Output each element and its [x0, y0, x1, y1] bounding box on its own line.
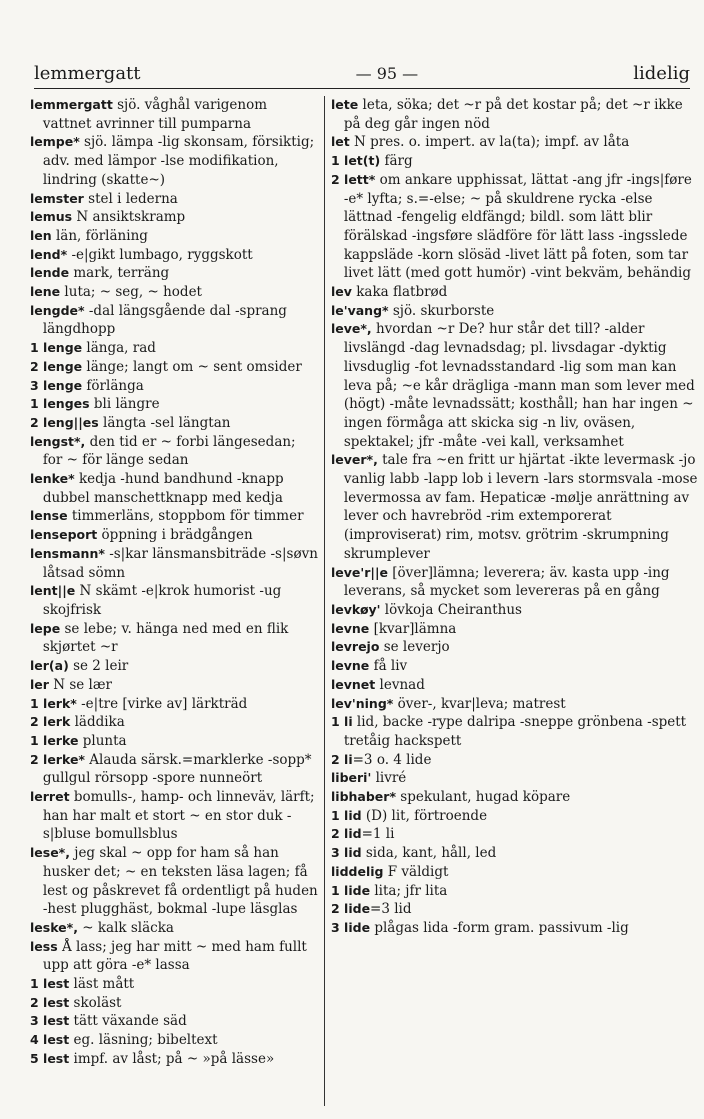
entry-headword: lete [331, 97, 359, 112]
entry-headword: ler(a) [30, 658, 69, 674]
dictionary-entry [331, 788, 700, 807]
dictionary-entry [30, 302, 318, 339]
dictionary-entry [30, 470, 318, 507]
entry-headword: 2 lett* [331, 171, 376, 187]
entry-headword: let [331, 134, 350, 150]
entry-definition: plunta [78, 732, 127, 749]
entry-definition: mark, terräng [69, 265, 170, 282]
entry-definition: sida, kant, håll, led [361, 845, 497, 862]
entry-headword: 1 let(t) [331, 153, 381, 169]
dictionary-entry [331, 171, 700, 283]
dictionary-entry [30, 620, 318, 657]
entry-headword: 1 lid [331, 807, 362, 823]
entry-headword: lensmann* [30, 545, 105, 561]
dictionary-entry [30, 395, 318, 414]
entry-headword: 2 lerk [30, 714, 71, 730]
dictionary-columns [30, 96, 700, 1106]
dictionary-entry [331, 657, 700, 676]
entry-definition: hvordan ~r De? hur står det till? -alder livslängd -dag levnadsdag; pl. livsdagar -dyktig livsduglig -fot levnadsstandard -lig som man kan leva på; ~e kår drägliga -mann man som lever med (högt) -måte levnadssätt; kosthåll; han har ingen ~ ingen förmåga att skicka sig -n liv, oväsen, spektakel; jfr -måte -vei kall, verksamhet [343, 321, 695, 450]
entry-definition: ~ kalk släcka [77, 919, 174, 936]
entry-definition: sjö. våghål varigenom vattnet avrinner till pumparna [42, 97, 268, 132]
entry-definition: se leverjo [379, 639, 450, 656]
dictionary-entry [30, 246, 318, 265]
dictionary-entry [30, 339, 318, 358]
entry-headword: liberi' [331, 770, 372, 786]
dictionary-entry [30, 1031, 318, 1050]
entry-headword: lenseport [30, 527, 98, 543]
dictionary-entry [30, 582, 318, 619]
dictionary-entry [331, 133, 700, 152]
dictionary-entry [30, 713, 318, 732]
dictionary-entry [30, 208, 318, 227]
dictionary-entry [331, 863, 700, 882]
dictionary-entry [331, 152, 700, 171]
entry-definition: sjö. skurborste [388, 302, 495, 319]
dictionary-entry [331, 844, 700, 863]
entry-headword: 1 lerke [30, 732, 79, 748]
entry-definition: F väldigt [383, 863, 449, 880]
entry-headword: 2 lest [30, 994, 70, 1010]
dictionary-entry [30, 133, 318, 189]
entry-definition: =1 li [361, 826, 395, 843]
dictionary-entry [30, 938, 318, 975]
dictionary-entry [331, 676, 700, 695]
dictionary-entry [331, 751, 700, 770]
entry-headword: lende [30, 265, 70, 281]
dictionary-entry [331, 882, 700, 901]
entry-headword: lent||e [30, 583, 76, 599]
dictionary-entry [331, 807, 700, 826]
dictionary-entry [331, 601, 700, 620]
header-right-guide-word: lidelig [633, 62, 690, 84]
dictionary-entry [30, 358, 318, 377]
entry-headword: 1 lide [331, 882, 371, 898]
entry-headword: lene [30, 284, 61, 300]
entry-definition: leta, söka; det ~r på det kostar på; det ~r ikke på deg går ingen nöd [343, 97, 683, 132]
entry-headword: levkøy' [331, 601, 381, 617]
entry-definition: läddika [70, 714, 125, 731]
dictionary-entry [30, 919, 318, 938]
entry-definition: se 2 leir [68, 658, 129, 675]
entry-definition: förlänga [82, 377, 144, 394]
dictionary-entry [331, 451, 700, 563]
dictionary-entry [30, 283, 318, 302]
entry-headword: lengst*, [30, 433, 86, 449]
dictionary-entry [30, 433, 318, 470]
entry-definition: färg [380, 153, 413, 170]
entry-headword: 3 lid [331, 845, 362, 861]
entry-definition: länga, rad [82, 340, 156, 357]
entry-definition: få liv [369, 658, 408, 675]
entry-definition: impf. av låst; på ~ »på lässe» [69, 1050, 275, 1067]
entry-headword: lense [30, 508, 68, 524]
entry-definition: län, förläning [51, 227, 148, 244]
entry-headword: 2 leng||es [30, 414, 99, 430]
entry-definition: N pres. o. impert. av la(ta); impf. av låta [349, 134, 630, 151]
entry-definition: plågas lida -form gram. passivum -lig [370, 919, 629, 936]
entry-headword: 2 lenge [30, 358, 83, 374]
entry-headword: libhaber* [331, 789, 396, 805]
entry-headword: lemster [30, 190, 84, 206]
dictionary-entry [331, 769, 700, 788]
entry-headword: liddelig [331, 863, 384, 879]
entry-headword: levnet [331, 676, 376, 692]
entry-headword: len [30, 227, 52, 243]
entry-headword: 4 lest [30, 1032, 70, 1048]
entry-headword: levne [331, 658, 370, 674]
entry-headword: lenke* [30, 471, 75, 487]
entry-definition: lid, backe -rype dalripa -sneppe grönbena -spett tretåig hackspett [343, 714, 687, 749]
dictionary-entry [331, 638, 700, 657]
left-column [30, 96, 318, 1106]
dictionary-entry [331, 620, 700, 639]
dictionary-entry [30, 227, 318, 246]
entry-headword: lev'ning* [331, 695, 394, 711]
dictionary-entry [30, 264, 318, 283]
dictionary-entry [30, 1050, 318, 1069]
entry-definition: länge; langt om ~ sent omsider [82, 358, 302, 375]
entry-headword: lese*, [30, 845, 70, 861]
dictionary-entry [30, 545, 318, 582]
dictionary-entry [30, 975, 318, 994]
entry-definition: livré [371, 770, 407, 787]
entry-headword: less [30, 938, 58, 954]
entry-definition: tätt växande säd [69, 1013, 187, 1030]
dictionary-entry [30, 190, 318, 209]
entry-headword: 2 lerke* [30, 751, 85, 767]
dictionary-entry [30, 788, 318, 844]
entry-headword: 1 lenge [30, 340, 83, 356]
dictionary-entry [331, 320, 700, 451]
entry-headword: levne [331, 620, 370, 636]
entry-definition: [kvar]lämna [369, 620, 457, 637]
entry-definition: över-, kvar|leva; matrest [393, 695, 566, 712]
entry-headword: lemmergatt [30, 97, 113, 112]
entry-definition: bli längre [89, 396, 160, 413]
entry-headword: 1 lerk* [30, 695, 77, 711]
header-left-guide-word: lemmergatt [34, 62, 141, 84]
dictionary-entry [331, 713, 700, 750]
entry-headword: lepe [30, 620, 61, 636]
dictionary-entry [331, 96, 700, 133]
entry-headword: 5 lest [30, 1050, 70, 1066]
entry-definition: kaka flatbrød [351, 284, 448, 301]
dictionary-entry [30, 676, 318, 695]
entry-definition: -dal längsgående dal -sprang längdhopp [42, 302, 287, 338]
page-header [34, 58, 690, 89]
entry-definition: timmerläns, stoppbom för timmer [67, 508, 304, 525]
dictionary-entry [331, 283, 700, 302]
entry-definition: skoläst [69, 994, 122, 1011]
entry-definition: eg. läsning; bibeltext [69, 1032, 218, 1049]
entry-definition: tale fra ~en fritt ur hjärtat -ikte levermask -jo vanlig labb -lapp lob i levern -lars stormsvala -mose levermossa av fam. Hepaticæ -mølje anrättning av lever och havrebröd -rim extemporerat (improviserat) rim, motsv. grötrim -skrumpning skrumplever [343, 452, 698, 562]
entry-definition: lita; jfr lita [370, 882, 448, 899]
entry-definition: öppning i brädgången [97, 527, 253, 544]
entry-headword: lev [331, 284, 352, 300]
entry-definition: om ankare upphissat, lättat -ang jfr -ings|føre -e* lyfta; s.=-else; ~ på skuldrene rycka -else lättnad -fengelig eldfängd; bildl. som lätt blir förälskad -ingsføre slädföre för lätt lass -ingsslede kappsläde -korn slösäd -livet lätt på foten, som tar livet lätt (med gott humör) -vint bekväm, behändig [343, 171, 692, 282]
entry-definition: luta; ~ seg, ~ hodet [60, 284, 202, 301]
page-number: — 95 — [355, 63, 419, 83]
entry-headword: leve*, [331, 321, 372, 337]
entry-definition: -e|tre [virke av] lärkträd [76, 695, 248, 712]
entry-headword: leske*, [30, 919, 78, 935]
entry-headword: 1 li [331, 714, 353, 730]
dictionary-entry [30, 695, 318, 714]
dictionary-entry [331, 919, 700, 938]
dictionary-entry [331, 695, 700, 714]
entry-headword: lerret [30, 789, 70, 805]
dictionary-entry [30, 994, 318, 1013]
entry-definition: levnad [375, 676, 425, 693]
entry-headword: 3 lide [331, 919, 371, 935]
entry-headword: 3 lest [30, 1013, 70, 1029]
entry-definition: jeg skal ~ opp for ham så han husker det; ~ en teksten läsa lagen; få lest og påskrevet få ordentligt på huden -hest plugghäst, bokmal -lupe läsglas [42, 845, 318, 918]
entry-headword: lend* [30, 246, 68, 262]
dictionary-entry [30, 96, 318, 133]
entry-definition: [över]lämna; leverera; äv. kasta upp -ing leverans, så mycket som levereras på en gång [343, 564, 670, 600]
dictionary-entry [30, 377, 318, 396]
entry-headword: leve'r||e [331, 564, 388, 580]
entry-headword: lengde* [30, 302, 85, 318]
entry-headword: lever*, [331, 452, 378, 468]
dictionary-entry [331, 825, 700, 844]
entry-definition: läst mått [69, 976, 135, 993]
entry-definition: N skämt -e|krok humorist -ug skojfrisk [42, 583, 282, 618]
entry-definition: N se lær [48, 676, 113, 693]
entry-definition: stel i lederna [83, 190, 178, 207]
dictionary-entry [331, 302, 700, 321]
entry-definition: -s|kar länsmansbiträde -s|søvn låtsad sömn [42, 545, 318, 581]
entry-definition: spekulant, hugad köpare [395, 789, 571, 806]
dictionary-entry [30, 1012, 318, 1031]
entry-definition: bomulls-, hamp- och linneväv, lärft; han har malt et stort ~ en stor duk -s|bluse bomullsblus [42, 789, 315, 843]
dictionary-entry [30, 751, 318, 788]
entry-definition: Alauda särsk.=marklerke -sopp* gullgul rörsopp -spore nunneört [42, 751, 312, 787]
entry-headword: 3 lenge [30, 377, 83, 393]
column-divider [324, 96, 325, 1106]
dictionary-entry [30, 732, 318, 751]
entry-headword: 2 lide [331, 901, 371, 917]
entry-definition: den tid er ~ forbi längesedan; for ~ för länge sedan [42, 433, 296, 469]
entry-headword: levrejo [331, 639, 380, 655]
entry-definition: lövkoja Cheiranthus [380, 601, 522, 618]
entry-definition: =3 lid [370, 901, 412, 918]
dictionary-entry [30, 507, 318, 526]
entry-definition: Å lass; jeg har mitt ~ med ham fullt upp att göra -e* lassa [42, 938, 307, 974]
dictionary-entry [30, 526, 318, 545]
entry-definition: -e|gikt lumbago, ryggskott [67, 246, 253, 263]
entry-headword: 2 li [331, 751, 353, 767]
dictionary-entry [331, 564, 700, 601]
entry-headword: le'vang* [331, 302, 389, 318]
entry-definition: =3 o. 4 lide [352, 751, 432, 768]
entry-headword: lempe* [30, 134, 80, 150]
entry-headword: 1 lest [30, 976, 70, 992]
entry-definition: N ansiktskramp [72, 209, 186, 226]
entry-headword: 1 lenges [30, 396, 90, 412]
entry-headword: ler [30, 676, 49, 692]
dictionary-entry [30, 844, 318, 919]
entry-definition: sjö. lämpa -lig skonsam, försiktig; adv. med lämpor -lse modifikation, lindring (skatte~) [42, 134, 315, 188]
entry-headword: 2 lid [331, 826, 362, 842]
right-column [331, 96, 700, 1106]
dictionary-entry [30, 657, 318, 676]
entry-headword: lemus [30, 209, 73, 225]
dictionary-entry [30, 414, 318, 433]
entry-definition: kedja -hund bandhund -knapp dubbel manschettknapp med kedja [42, 471, 284, 506]
dictionary-entry [331, 900, 700, 919]
entry-definition: längta -sel längtan [98, 414, 231, 431]
entry-definition: (D) lit, förtroende [361, 807, 488, 824]
entry-definition: se lebe; v. hänga ned med en flik skjørtet ~r [42, 620, 289, 656]
